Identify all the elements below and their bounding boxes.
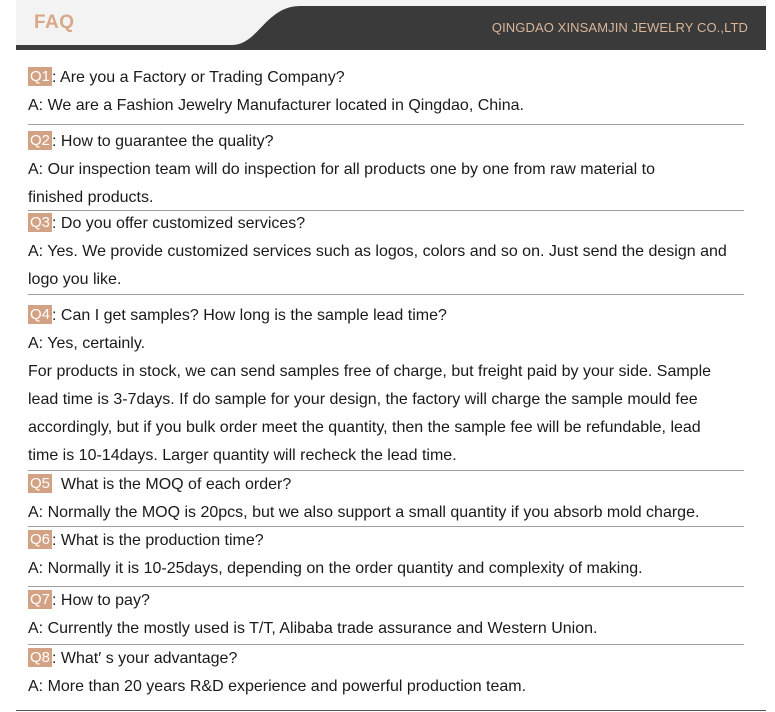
question-tag: Q4 (30, 306, 51, 323)
question-text: : What′ s your advantage? (52, 650, 238, 667)
answer-line: logo you like. (28, 271, 122, 288)
faq-item-q4 (28, 302, 746, 470)
answer-line: time is 10-14days. Larger quantity will recheck the lead time. (28, 447, 457, 464)
question-line (28, 210, 746, 238)
faq-item-q1 (28, 64, 746, 120)
bottom-divider (16, 710, 766, 711)
question-tag: Q1 (30, 68, 51, 85)
question-line (28, 645, 746, 673)
answer-line: finished products. (28, 189, 154, 206)
question-line (28, 527, 746, 555)
answer-line: A: Yes. We provide customized services such as logos, colors and so on. Just send the design and (28, 243, 727, 260)
question-tag: Q3 (30, 214, 51, 231)
answer-line: A: Currently the mostly used is T/T, Alibaba trade assurance and Western Union. (28, 620, 598, 637)
header-banner (0, 0, 775, 52)
faq-item-q3 (28, 210, 746, 294)
question-text: What is the MOQ of each order? (52, 476, 292, 493)
divider (28, 124, 744, 125)
answer-line: For products in stock, we can send samples free of charge, but freight paid by your side. Sample (28, 363, 712, 380)
company-name: QINGDAO XINSAMJIN JEWELRY CO.,LTD (491, 20, 748, 35)
question-line (28, 587, 746, 615)
faq-item-q6 (28, 527, 746, 583)
question-tag: Q2 (30, 132, 51, 149)
question-tag: Q5 (30, 475, 51, 492)
answer-line: accordingly, but if you bulk order meet the quantity, then the sample fee will be refundable, lead (28, 419, 701, 436)
faq-item-q7 (28, 587, 746, 643)
question-tag: Q8 (30, 649, 51, 666)
answer-line: A: We are a Fashion Jewelry Manufacturer located in Qingdao, China. (28, 97, 524, 114)
answer-line: lead time is 3-7days. If do sample for your design, the factory will charge the sample mould fee (28, 391, 698, 408)
page-title: FAQ (34, 12, 75, 33)
question-tag: Q7 (30, 591, 51, 608)
answer-line: A: Normally the MOQ is 20pcs, but we also support a small quantity if you absorb mold charge. (28, 504, 700, 521)
answer-line: A: More than 20 years R&D experience and powerful production team. (28, 678, 527, 695)
question-text: : How to pay? (52, 592, 150, 609)
question-line (28, 128, 746, 156)
question-text: : What is the production time? (52, 532, 264, 549)
divider (28, 294, 744, 295)
answer-line: A: Normally it is 10-25days, depending on the order quantity and complexity of making. (28, 560, 643, 577)
question-text: : Are you a Factory or Trading Company? (52, 69, 345, 86)
answer-line: A: Yes, certainly. (28, 335, 146, 352)
question-line (28, 64, 746, 92)
answer-line: A: Our inspection team will do inspection for all products one by one from raw material to (28, 161, 655, 178)
question-line (28, 471, 746, 499)
faq-item-q2 (28, 128, 746, 212)
question-text: : Can I get samples? How long is the sample lead time? (52, 307, 447, 324)
question-line (28, 302, 746, 330)
question-text: : Do you offer customized services? (52, 215, 306, 232)
question-text: : How to guarantee the quality? (52, 133, 274, 150)
faq-item-q5 (28, 471, 746, 527)
faq-item-q8 (28, 645, 746, 701)
question-tag: Q6 (30, 531, 51, 548)
